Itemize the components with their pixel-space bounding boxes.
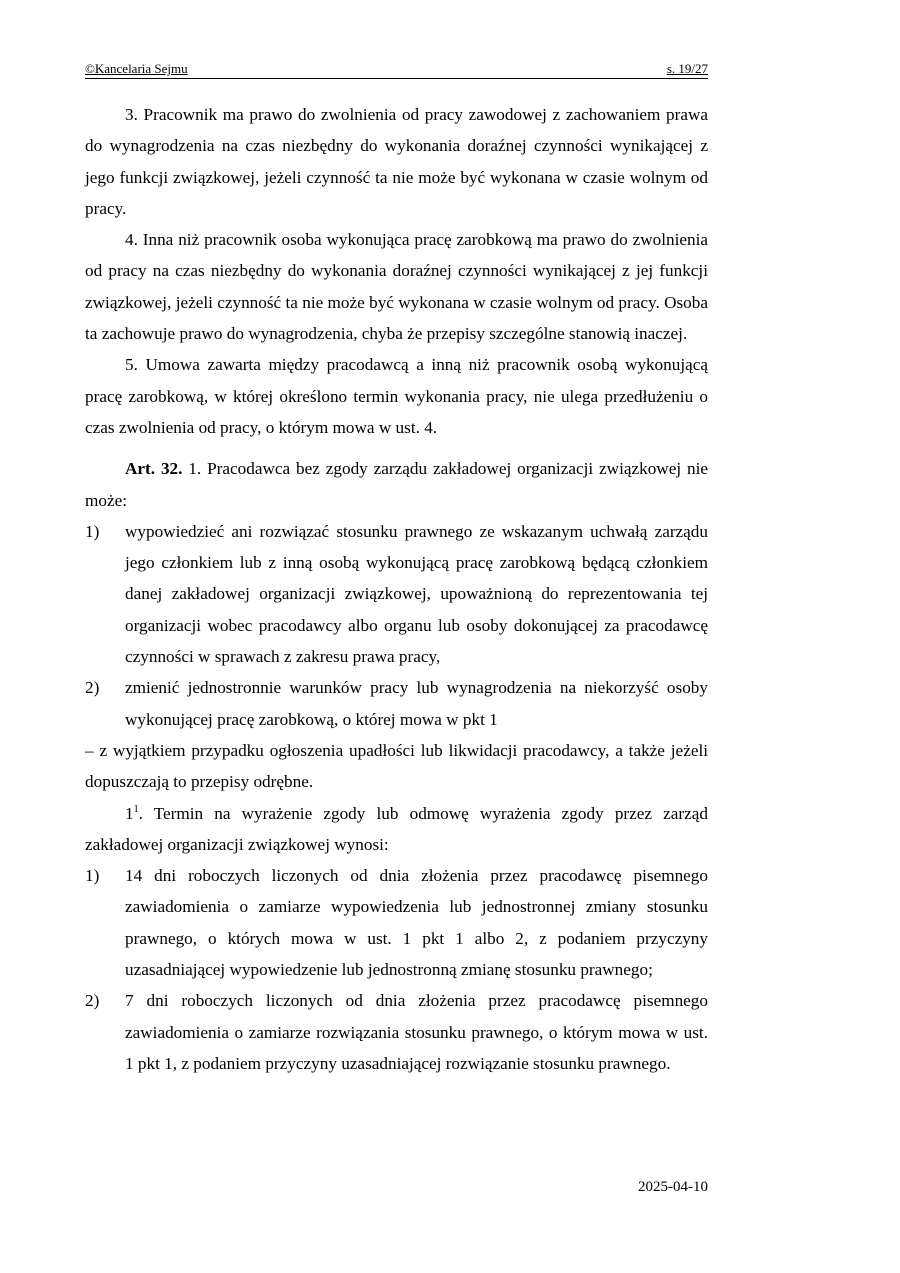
page-footer-date: 2025-04-10 — [638, 1179, 708, 1195]
page-header — [85, 62, 708, 79]
list-item — [85, 672, 708, 735]
paragraph-ust-4: 4. Inna niż pracownik osoba wykonująca pracę zarobkową ma prawo do zwolnienia od pracy na czas niezbędny do wykonania doraźnej czynności wynikającej z jej funkcji związkowej, jeżeli czynność ta nie może być wykonana w czasie wolnym od pracy. Osoba ta zachowuje prawo do wynagrodzenia, chyba że przepisy szczególne stanowią inaczej. — [85, 230, 708, 344]
ust-text: . Termin na wyrażenie zgody lub odmowę wyrażenia zgody przez zarząd zakładowej organizacji związkowej wynosi: — [85, 803, 708, 854]
list-text: wypowiedzieć ani rozwiązać stosunku prawnego ze wskazanym uchwałą zarządu jego członkiem lub z inną osobą wykonującą pracę zarobkową będącą członkiem danej zakładowej organizacji związkowej, upoważnioną do reprezentowania tej organizacji wobec pracodawcy albo organu lub osoby dokonującej za pracodawcę czynności w sprawach z zakresu prawa pracy, — [125, 521, 708, 667]
paragraph-ust-3: 3. Pracownik ma prawo do zwolnienia od pracy zawodowej z zachowaniem prawa do wynagrodzenia na czas niezbędny do wykonania doraźnej czynności wynikającej z jego funkcji związkowej, jeżeli czynność ta nie może być wykonana w czasie wolnym od pracy. — [85, 105, 708, 218]
article-intro-text: 1. Pracodawca bez zgody zarządu zakładowej organizacji związkowej nie może: — [85, 459, 708, 510]
list-number: 1) — [85, 521, 100, 541]
article-closing: – z wyjątkiem przypadku ogłoszenia upadłości lub likwidacji pracodawcy, a także jeżeli dopuszczają to przepisy odrębne. — [85, 740, 708, 792]
list-text: 7 dni roboczych liczonych od dnia złożenia przez pracodawcę pisemnego zawiadomienia o zamiarze rozwiązania stosunku prawnego, o którym mowa w ust. 1 pkt 1, z podaniem przyczyny uzasadniającej rozwiązanie stosunku prawnego. — [125, 991, 708, 1073]
list-number: 2) — [85, 991, 100, 1011]
spacer — [85, 443, 708, 453]
list-text: zmienić jednostronnie warunków pracy lub wynagrodzenia na niekorzyść osoby wykonującej pracę zarobkową, o której mowa w pkt 1 — [125, 678, 708, 729]
list-item — [85, 860, 708, 985]
list-item — [85, 985, 708, 1079]
list-item — [85, 516, 708, 672]
header-page-number: s. 19/27 — [666, 61, 708, 76]
header-source: ©Kancelaria Sejmu — [85, 61, 188, 76]
article-label: Art. 32. — [125, 459, 183, 479]
paragraph-ust-5: 5. Umowa zawarta między pracodawcą a inną niż pracownik osobą wykonującą pracę zarobkową, w której określono termin wykonania pracy, nie ulega przedłużeniu o czas zwolnienia od pracy, o którym mowa w ust. 4. — [85, 355, 708, 437]
list-number: 1) — [85, 866, 100, 886]
list-text: 14 dni roboczych liczonych od dnia złożenia przez pracodawcę pisemnego zawiadomienia o zamiarze wypowiedzenia lub jednostronnej zmiany stosunku prawnego, o których mowa w ust. 1 pkt 1 albo 2, z podaniem przyczyny uzasadniającej wypowiedzenie lub jednostronną zmianę stosunku prawnego; — [125, 866, 708, 980]
article-32-intro — [85, 453, 708, 516]
list-number: 2) — [85, 678, 100, 698]
ust-number: 1 — [125, 803, 134, 823]
ust-superscript: 1 — [133, 803, 139, 815]
paragraph-ust-1-1 — [85, 798, 708, 861]
document-body — [85, 99, 708, 1079]
